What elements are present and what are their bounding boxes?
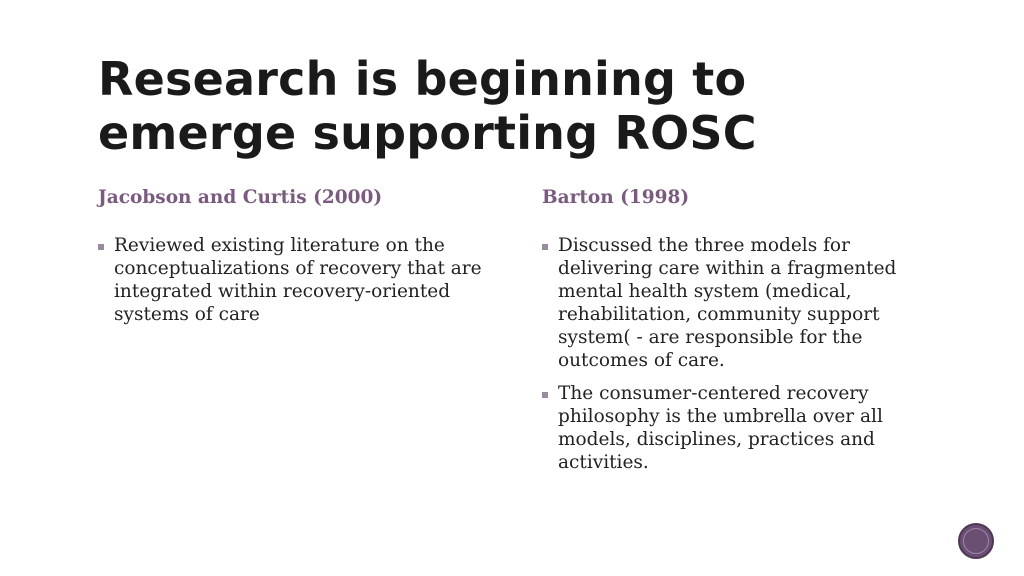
slide-title: Research is beginning to emerge supporting ROSC xyxy=(98,52,757,160)
bullet-item xyxy=(542,234,942,372)
bullet-text: Discussed the three models for delivering care within a fragmented mental health system (medical, rehabilitation, community support system( - are responsible for the outcomes of care. xyxy=(558,235,897,371)
square-bullet-icon xyxy=(542,244,548,250)
right-column-heading: Barton (1998) xyxy=(542,187,690,208)
bullet-text: Reviewed existing literature on the conceptualizations of recovery that are integrated within recovery-oriented systems of care xyxy=(114,235,482,325)
right-bullet-list xyxy=(542,234,942,474)
square-bullet-icon xyxy=(98,244,104,250)
bullet-item xyxy=(98,234,498,326)
square-bullet-icon xyxy=(542,392,548,398)
left-bullet-list xyxy=(98,234,498,326)
left-column-heading: Jacobson and Curtis (2000) xyxy=(98,187,383,208)
left-column xyxy=(98,186,498,336)
page-number-badge-icon xyxy=(958,523,994,559)
right-column xyxy=(542,186,942,484)
bullet-text: The consumer-centered recovery philosophy is the umbrella over all models, disciplines, practices and activities. xyxy=(558,383,883,473)
bullet-item xyxy=(542,382,942,474)
badge-ring xyxy=(963,528,989,554)
